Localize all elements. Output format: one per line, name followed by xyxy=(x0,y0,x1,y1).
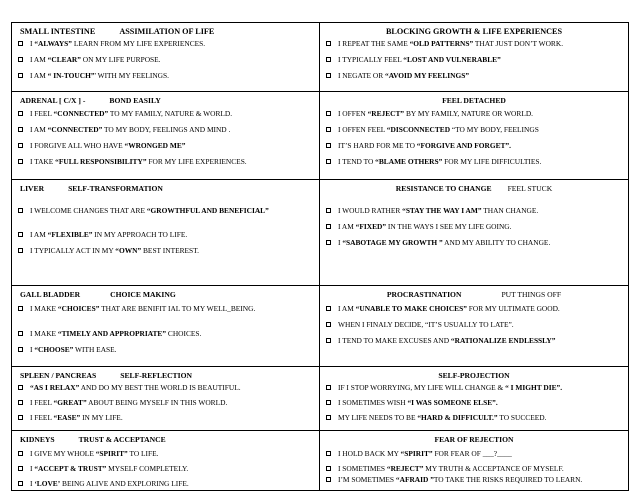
organ-subtitle: BOND EASILY xyxy=(109,96,161,105)
checkbox[interactable] xyxy=(326,240,331,245)
negative-cell xyxy=(320,286,628,366)
organ-subtitle: SELF-TRANSFORMATION xyxy=(68,184,163,193)
statement-item: I TEND TO “BLAME OTHERS” FOR MY LIFE DIFFICULTIES. xyxy=(326,158,624,166)
checkbox[interactable] xyxy=(18,41,23,46)
pattern-title: PROCRASTINATION xyxy=(386,290,462,299)
checkbox[interactable] xyxy=(18,306,23,311)
organ-title: KIDNEYS xyxy=(20,435,55,444)
row-liver xyxy=(12,180,628,286)
section-heading xyxy=(320,290,628,299)
checkbox[interactable] xyxy=(326,111,331,116)
section-heading xyxy=(320,96,628,105)
section-heading xyxy=(20,435,166,444)
statement-item: I TYPICALLY FEEL “LOST AND VULNERABLE” xyxy=(326,56,624,64)
organ-subtitle: TRUST & ACCEPTANCE xyxy=(78,435,166,444)
checkbox[interactable] xyxy=(326,159,331,164)
statement-item: I SOMETIMES WISH “I WAS SOMEONE ELSE”. xyxy=(326,399,624,407)
organ-title: ADRENAL [ C/X ] - xyxy=(20,96,86,105)
checkbox[interactable] xyxy=(326,73,331,78)
row-gall-bladder xyxy=(12,286,628,367)
statement-item: IF I STOP WORRYING, MY LIFE WILL CHANGE & “ I MIGHT DIE”. xyxy=(326,384,624,392)
section-heading xyxy=(320,371,628,380)
negative-cell xyxy=(320,180,628,285)
statement-item: I TYPICALLY ACT IN MY “OWN” BEST INTEREST. xyxy=(18,247,315,255)
statement-item: I FEEL “GREAT” ABOUT BEING MYSELF IN THIS WORLD. xyxy=(18,399,315,407)
negative-cell xyxy=(320,367,628,430)
statement-item: I OFFEN FEEL “DISCONNECTED “TO MY BODY, FEELINGS xyxy=(326,126,624,134)
checkbox[interactable] xyxy=(18,481,23,486)
checkbox[interactable] xyxy=(18,248,23,253)
negative-cell xyxy=(320,92,628,179)
statement-item: IT’S HARD FOR ME TO “FORGIVE AND FORGET”. xyxy=(326,142,624,150)
statement-item: I NEGATE OR “AVOID MY FEELINGS” xyxy=(326,72,624,80)
statement-item: MY LIFE NEEDS TO BE “HARD & DIFFICULT.” TO SUCCEED. xyxy=(326,414,624,422)
chart-sheet xyxy=(11,22,629,491)
checkbox[interactable] xyxy=(326,400,331,405)
checkbox[interactable] xyxy=(18,415,23,420)
statement-item: I FORGIVE ALL WHO HAVE “WRONGED ME” xyxy=(18,142,315,150)
statement-item: I AM “UNABLE TO MAKE CHOICES” FOR MY ULTIMATE GOOD. xyxy=(326,305,624,313)
statement-item: I’M SOMETIMES “AFRAID ”TO TAKE THE RISKS REQUIRED TO LEARN. xyxy=(326,476,624,484)
positive-cell xyxy=(12,431,320,490)
checkbox[interactable] xyxy=(18,159,23,164)
checkbox[interactable] xyxy=(326,306,331,311)
negative-cell xyxy=(320,23,628,91)
statement-item: I AM “FLEXIBLE” IN MY APPROACH TO LIFE. xyxy=(18,231,315,239)
organ-title: LIVER xyxy=(20,184,45,193)
negative-cell xyxy=(320,431,628,490)
section-heading xyxy=(320,184,628,193)
statement-item: I AM “CONNECTED” TO MY BODY, FEELINGS AND MIND . xyxy=(18,126,315,134)
checkbox[interactable] xyxy=(326,143,331,148)
statement-item: I GIVE MY WHOLE “SPIRIT” TO LIFE. xyxy=(18,450,315,458)
pattern-subtitle: PUT THINGS OFF xyxy=(501,290,562,299)
row-adrenal xyxy=(12,92,628,180)
checkbox[interactable] xyxy=(18,73,23,78)
statement-item: “AS I RELAX” AND DO MY BEST THE WORLD IS BEAUTIFUL. xyxy=(18,384,315,392)
statement-item: I “ACCEPT & TRUST” MYSELF COMPLETELY. xyxy=(18,465,315,473)
organ-subtitle: SELF-REFLECTION xyxy=(120,371,192,380)
pattern-subtitle: FEEL STUCK xyxy=(507,184,553,193)
organ-title: GALL BLADDER xyxy=(20,290,81,299)
statement-item: I “CHOOSE” WITH EASE. xyxy=(18,346,315,354)
checkbox[interactable] xyxy=(18,127,23,132)
pattern-title: RESISTANCE TO CHANGE xyxy=(395,184,492,193)
checkbox[interactable] xyxy=(18,208,23,213)
pattern-title: BLOCKING GROWTH & LIFE EXPERIENCES xyxy=(385,27,563,36)
statement-item: I “SABOTAGE MY GROWTH ” AND MY ABILITY TO CHANGE. xyxy=(326,239,624,247)
pattern-title: SELF-PROJECTION xyxy=(438,371,510,380)
checkbox[interactable] xyxy=(18,232,23,237)
checkbox[interactable] xyxy=(18,57,23,62)
statement-item: I TEND TO MAKE EXCUSES AND “RATIONALIZE ENDLESSLY” xyxy=(326,337,624,345)
statement-item: I TAKE “FULL RESPONSIBILITY” FOR MY LIFE EXPERIENCES. xyxy=(18,158,315,166)
statement-item: I “ALWAYS” LEARN FROM MY LIFE EXPERIENCES. xyxy=(18,40,315,48)
row-kidneys xyxy=(12,431,628,490)
organ-title: SMALL INTESTINE xyxy=(20,27,96,36)
statement-item: I WELCOME CHANGES THAT ARE “GROWTHFUL AND BENEFICIAL” xyxy=(18,207,315,215)
organ-title: SPLEEN / PANCREAS xyxy=(20,371,97,380)
checkbox[interactable] xyxy=(326,224,331,229)
positive-cell xyxy=(12,367,320,430)
statement-item: I REPEAT THE SAME “OLD PATTERNS” THAT JUST DON’T WORK. xyxy=(326,40,624,48)
checkbox[interactable] xyxy=(326,477,331,482)
statement-item: I AM “CLEAR” ON MY LIFE PURPOSE. xyxy=(18,56,315,64)
checkbox[interactable] xyxy=(326,127,331,132)
positive-cell xyxy=(12,92,320,179)
checkbox[interactable] xyxy=(18,143,23,148)
checkbox[interactable] xyxy=(326,466,331,471)
section-heading xyxy=(20,290,176,299)
statement-item: I OFFEN “REJECT” BY MY FAMILY, NATURE OR WORLD. xyxy=(326,110,624,118)
row-spleen-pancreas xyxy=(12,367,628,431)
pattern-title: FEEL DETACHED xyxy=(442,96,506,105)
checkbox[interactable] xyxy=(18,331,23,336)
section-heading xyxy=(320,27,628,36)
section-heading xyxy=(20,371,192,380)
statement-item: I MAKE “TIMELY AND APPROPRIATE” CHOICES. xyxy=(18,330,315,338)
checkbox[interactable] xyxy=(326,57,331,62)
checkbox[interactable] xyxy=(326,338,331,343)
statement-item: WHEN I FINALY DECIDE, “IT’S USUALLY TO LATE”. xyxy=(326,321,624,329)
statement-item: I AM “FIXED” IN THE WAYS I SEE MY LIFE GOING. xyxy=(326,223,624,231)
statement-item: I ‘LOVE’ BEING ALIVE AND EXPLORING LIFE. xyxy=(18,480,315,488)
row-small-intestine xyxy=(12,23,628,92)
section-heading xyxy=(20,96,161,105)
checkbox[interactable] xyxy=(18,347,23,352)
positive-cell xyxy=(12,180,320,285)
statement-item: I FEEL “EASE” IN MY LIFE. xyxy=(18,414,315,422)
organ-subtitle: ASSIMILATION OF LIFE xyxy=(119,27,215,36)
checkbox[interactable] xyxy=(326,451,331,456)
checkbox[interactable] xyxy=(18,385,23,390)
checkbox[interactable] xyxy=(326,385,331,390)
statement-item: I HOLD BACK MY “SPIRIT” FOR FEAR OF ___?____ xyxy=(326,450,624,458)
statement-item: I SOMETIMES “REJECT” MY TRUTH & ACCEPTANCE OF MYSELF. xyxy=(326,465,624,473)
checkbox[interactable] xyxy=(326,322,331,327)
checkbox[interactable] xyxy=(18,111,23,116)
checkbox[interactable] xyxy=(326,208,331,213)
pattern-title: FEAR OF REJECTION xyxy=(434,435,514,444)
statement-item: I MAKE “CHOICES” THAT ARE BENIFIT IAL TO MY WELL_BEING. xyxy=(18,305,315,313)
section-heading xyxy=(320,435,628,444)
positive-cell xyxy=(12,286,320,366)
checkbox[interactable] xyxy=(18,466,23,471)
organ-subtitle: CHOICE MAKING xyxy=(110,290,176,299)
section-heading xyxy=(20,27,214,36)
statement-item: I AM “ IN-TOUCH”' WITH MY FEELINGS. xyxy=(18,72,315,80)
checkbox[interactable] xyxy=(326,415,331,420)
checkbox[interactable] xyxy=(326,41,331,46)
checkbox[interactable] xyxy=(18,400,23,405)
checkbox[interactable] xyxy=(18,451,23,456)
statement-item: I WOULD RATHER “STAY THE WAY I AM” THAN CHANGE. xyxy=(326,207,624,215)
section-heading xyxy=(20,184,163,193)
statement-item: I FEEL “CONNECTED” TO MY FAMILY, NATURE & WORLD. xyxy=(18,110,315,118)
positive-cell xyxy=(12,23,320,91)
